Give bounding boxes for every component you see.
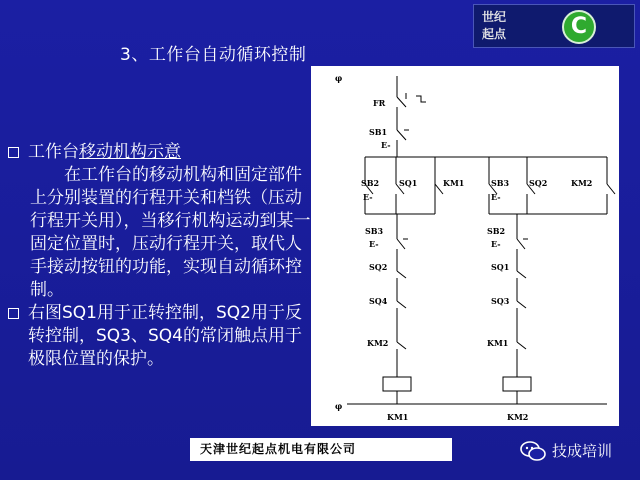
wechat-watermark bbox=[520, 440, 612, 461]
e-label-4: E- bbox=[369, 239, 379, 249]
circuit-svg bbox=[311, 66, 619, 426]
sb3-left-label: SB3 bbox=[365, 226, 384, 236]
bullet-1-prefix: 工作台 bbox=[28, 142, 79, 162]
bullet-2-text: 右图SQ1用于正转控制，SQ2用于反转控制，SQ3、SQ4的常闭触点用于极限位置的保护。 bbox=[28, 303, 302, 369]
sb2-right-label: SB2 bbox=[487, 226, 506, 236]
e-label-2: E- bbox=[363, 192, 373, 202]
e-label-5: E- bbox=[491, 239, 501, 249]
km1-right-label: KM1 bbox=[487, 338, 509, 348]
company-logo bbox=[473, 4, 635, 48]
bullet-1 bbox=[8, 141, 313, 164]
bullet-2 bbox=[8, 302, 313, 371]
coil-km2-label: KM2 bbox=[507, 412, 529, 422]
wechat-icon bbox=[520, 441, 546, 461]
slide-body bbox=[8, 141, 313, 371]
sb1-label: SB1 bbox=[369, 127, 388, 137]
km2-left-label: KM2 bbox=[367, 338, 389, 348]
sq2-left-label: SQ2 bbox=[369, 262, 388, 272]
control-circuit-diagram bbox=[311, 66, 619, 426]
coil-km1-label: KM1 bbox=[387, 412, 409, 422]
sb2-left-label: SB2 bbox=[361, 178, 380, 188]
e-label-1: E- bbox=[381, 140, 391, 150]
logo-line-2: 起点 bbox=[482, 27, 507, 41]
km2-right-label: KM2 bbox=[571, 178, 593, 188]
sq2-right-label: SQ2 bbox=[529, 178, 548, 188]
sq1-right-label: SQ1 bbox=[491, 262, 510, 272]
phi-bottom-label: φ bbox=[335, 401, 343, 411]
e-label-3: E- bbox=[491, 192, 501, 202]
square-bullet-icon bbox=[8, 147, 19, 158]
wechat-label: 技成培训 bbox=[552, 442, 613, 460]
sb3-right-label: SB3 bbox=[491, 178, 510, 188]
sq4-left-label: SQ4 bbox=[369, 296, 388, 306]
logo-c-badge: C bbox=[562, 10, 596, 44]
bullet-1-paragraph: 在工作台的移动机构和固定部件上分别装置的行程开关和档铁（压动行程开关用），当移行机构运动到某一固定位置时，压动行程开关，取代人手接动按钮的功能，实现自动循环控制。 bbox=[30, 165, 311, 300]
sq3-right-label: SQ3 bbox=[491, 296, 510, 306]
phi-top-label: φ bbox=[335, 73, 343, 83]
km1-left-label: KM1 bbox=[443, 178, 465, 188]
fr-label: FR bbox=[373, 98, 386, 108]
sq1-left-label: SQ1 bbox=[399, 178, 418, 188]
logo-text bbox=[482, 9, 516, 43]
square-bullet-icon bbox=[8, 308, 19, 319]
mechanism-link[interactable]: 移动机构示意 bbox=[79, 142, 181, 162]
footer-company-name: 天津世纪起点机电有限公司 bbox=[190, 438, 452, 461]
logo-line-1: 世纪 bbox=[482, 10, 507, 24]
slide-title: 3、工作台自动循环控制 bbox=[120, 45, 307, 65]
